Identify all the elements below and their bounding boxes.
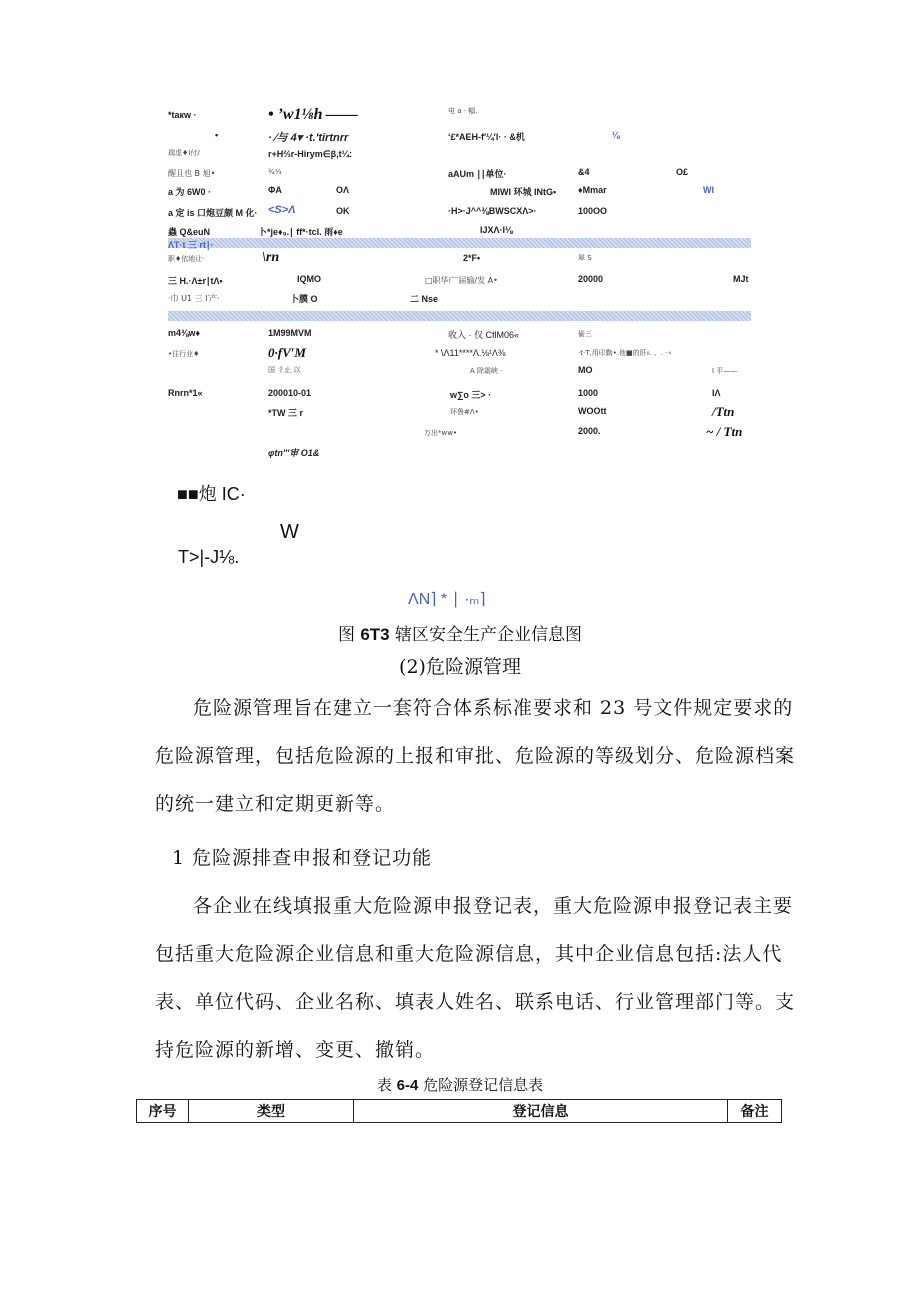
figure-cell: 1000	[578, 388, 599, 398]
col-header-index: 序号	[137, 1100, 189, 1123]
figure-cell: MIWI 环城 INtG•	[490, 187, 557, 197]
figure-cell: IQMO	[297, 274, 321, 284]
figure-cell: 1M99MVM	[268, 328, 312, 338]
figure-cell: 2*F•	[463, 253, 481, 263]
figure-cell: □职华广′届输/发 A•	[425, 276, 498, 285]
figure-cell: /Ttn	[712, 404, 735, 419]
figure-cell: * \Λ11****Λ.⅛¹Λ⅜	[435, 348, 506, 358]
col-header-remarks: 备注	[728, 1100, 782, 1123]
figure-cell: IJXΛ·I⅛	[480, 225, 513, 235]
figure-cell: 卜膜 O	[290, 294, 318, 304]
figure-cell: ·t·T,用印勤•.他■的肝₀. 、. ·∘	[578, 349, 672, 357]
figure-cell: ·巾 U1 三 I′产·	[168, 294, 220, 303]
figure-cell: 卜*je♦₉.∣ ff*·tcl. 雨♦e	[258, 227, 343, 237]
figure-cell: w∑o 三> ·	[450, 390, 492, 400]
figure-cell: IΛ	[712, 388, 721, 398]
figure-cell: A 除霜峡 ·	[470, 367, 503, 375]
figure-cell: 环鲁#Λ•	[450, 408, 479, 416]
figure-cell: OΛ	[336, 185, 350, 195]
section-heading: (2)危险源管理	[399, 656, 521, 678]
caption-text: 辖区安全生产企业信息图	[389, 625, 583, 645]
figure-cell: I 平——	[712, 367, 738, 375]
figure-cell: a 定 is 口炮豆颇 M 化·	[168, 208, 258, 218]
figure-label: ΛN⌉ * ∣ ·ₘ⌉	[408, 591, 486, 608]
figure-cell: 二 Nse	[410, 294, 439, 304]
table-caption	[0, 1074, 920, 1095]
paragraph-registration: 各企业在线填报重大危险源申报登记表，重大危险源申报登记表主要包括重大危险源企业信息和重大危险源信息，其中企业信息包括:法人代表、单位代码、企业名称、填表人姓名、联系电话、行业管理部门等。支持危险源的新增、变更、撤销。	[155, 895, 796, 1061]
figure-cell: m4⅜w♦	[168, 328, 201, 338]
figure-cell: &4	[578, 167, 590, 177]
figure-cell: 犀 S	[578, 254, 592, 262]
figure-cell: •往行业♦	[168, 350, 200, 358]
figure-cell: *TW 三 r	[268, 408, 303, 418]
figure-cell: 醒且也 B 旭•	[168, 169, 216, 178]
col-header-registration-info: 登记信息	[354, 1100, 728, 1123]
figure-cell: • ’w1⅛h ——	[268, 106, 358, 123]
hazard-registration-table	[136, 1099, 782, 1123]
figure-cell: •	[215, 130, 219, 140]
figure-cell: ʻ£*AEH-f′¼′l· · &机	[448, 132, 525, 142]
caption-number: 6T3	[360, 625, 390, 644]
figure-cell: 100OO	[578, 206, 608, 216]
figure-cell: Rnrn*1«	[168, 388, 203, 398]
col-header-type: 类型	[189, 1100, 354, 1123]
figure-cell: 偷三	[578, 330, 592, 338]
figure-label: T>|-J⅛.	[178, 547, 240, 567]
figure-cell: ~ / Ttn	[706, 424, 743, 439]
figure-cell: 20000	[578, 274, 604, 284]
subheading-hazard-reporting: 1 危险源排查申报和登记功能	[172, 847, 433, 869]
figure-cell: 职♦依地让·	[168, 255, 205, 263]
figure-cell: O£	[676, 167, 689, 177]
figure-cell: <S>Λ	[268, 204, 296, 216]
table-caption-prefix: 表	[376, 1076, 397, 1094]
figure-cell: ♦Mmar	[578, 185, 607, 195]
figure-cell: · ∕与 4▾ ·t.′tirtnrr	[268, 132, 349, 144]
figure-cell: WOOtt	[578, 406, 607, 416]
figure-cell: aAUm ∣∣单位·	[448, 169, 507, 179]
figure-band	[168, 311, 751, 321]
paragraph-intro: 危险源管理旨在建立一套符合体系标准要求和 23 号文件规定要求的危险源管理，包括危险源的上报和审批、危险源的等级划分、危险源档案的统一建立和定期更新等。	[155, 697, 796, 815]
figure-cell: WI	[703, 185, 714, 195]
caption-prefix: 图	[337, 625, 361, 645]
figure-cell: 瑞虚♦I付/	[168, 149, 200, 157]
figure-cell: 万出*ww•	[424, 429, 458, 437]
figure-cell: r+H⅔r-Hirym∈β,t¼:	[268, 149, 353, 159]
figure-cell: MO	[578, 365, 593, 375]
figure-cell: 电 a · 幅.	[448, 107, 478, 115]
figure-cell: 0·fV′M	[268, 345, 306, 360]
figure-cell: ¾⅓	[268, 168, 282, 176]
figure-cell: a 为 6W0 ·	[168, 187, 212, 197]
figure-cell: φtn′′′审 O1&	[268, 448, 320, 458]
figure-cell: ΦA	[268, 185, 282, 195]
figure-cell: *taкw ·	[168, 110, 197, 120]
figure-cell: OK	[336, 206, 350, 216]
figure-cell: ΛT·t 三 rt∣·	[168, 240, 214, 250]
figure-label: W	[280, 521, 299, 543]
figure-cell: 200010-01	[268, 388, 312, 398]
table-header-row	[137, 1100, 782, 1123]
figure-band	[168, 238, 751, 248]
figure-cell: 收入 · 仅 CflM06«	[448, 330, 520, 340]
figure-cell: 三 H.·Λ±r∣tΛ•	[168, 276, 223, 286]
figure-label: ■■炮 IC·	[177, 484, 246, 504]
figure-cell: MJt	[733, 274, 749, 284]
figure-cell: ⅛	[612, 130, 620, 140]
figure-cell: ·H>·J^^⅜BWSCXΛ>·	[448, 206, 537, 216]
figure-caption	[0, 620, 920, 645]
table-caption-text: 危险源登记信息表	[418, 1076, 544, 1094]
figure-cell: 国 彳止 以	[268, 366, 301, 374]
figure-cell: 蟲 Q&euN	[168, 227, 211, 237]
figure-cell: 2000.	[578, 426, 601, 436]
table-caption-number: 6-4	[396, 1077, 419, 1094]
figure-cell: \rn	[262, 250, 280, 265]
